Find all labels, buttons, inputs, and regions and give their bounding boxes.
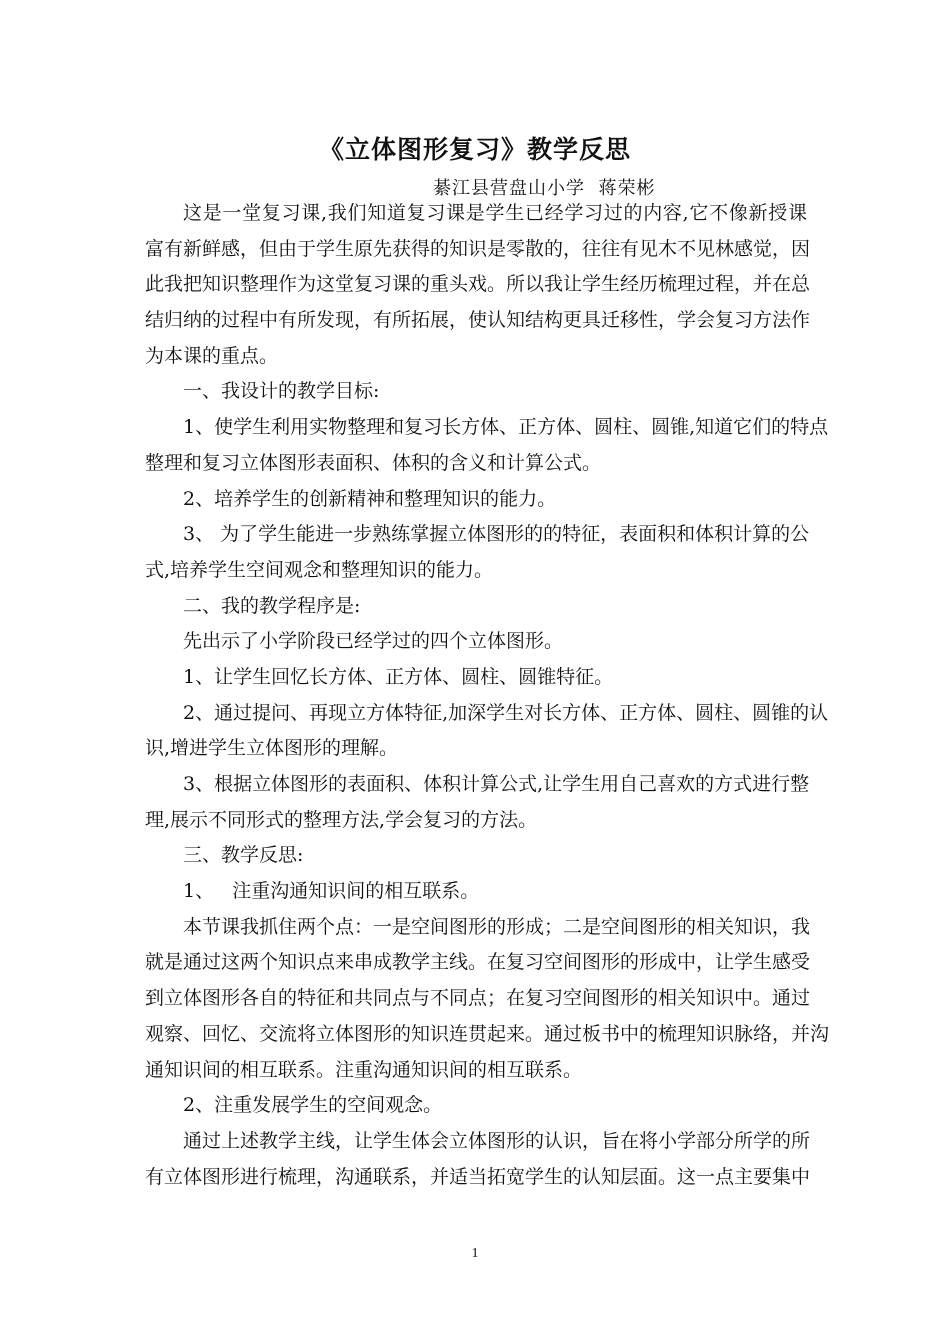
text-line: 就是通过这两个知识点来串成教学主线。在复习空间图形的形成中，让学生感受 <box>145 951 811 974</box>
text-line: 1、让学生回忆长方体、正方体、圆柱、圆锥特征。 <box>183 665 614 688</box>
text-line: 为本课的重点。 <box>145 344 279 367</box>
text-line: 式,培养学生空间观念和整理知识的能力。 <box>145 558 494 581</box>
text-line: 本节课我抓住两个点：一是空间图形的形成；二是空间图形的相关知识，我 <box>183 915 811 938</box>
text-line: 2、培养学生的创新精神和整理知识的能力。 <box>183 487 557 510</box>
text-line: 2、注重发展学生的空间观念。 <box>183 1094 443 1117</box>
text-line: 3、根据立体图形的表面积、体积计算公式,让学生用自己喜欢的方式进行整 <box>183 773 810 795</box>
text-line: 理,展示不同形式的整理方法,学会复习的方法。 <box>145 808 538 831</box>
document-title: 《立体图形复习》教学反思 <box>318 135 631 164</box>
text-line: 此我把知识整理作为这堂复习课的重头戏。所以我让学生经历梳理过程，并在总 <box>145 273 811 296</box>
text-line: 一、我设计的教学目标: <box>183 380 380 403</box>
text-line: 1、 注重沟通知识间的相互联系。 <box>183 880 480 903</box>
text-line: 1、使学生利用实物整理和复习长方体、正方体、圆柱、圆锥,知道它们的特点 <box>183 416 829 439</box>
text-line: 二、我的教学程序是: <box>183 594 361 617</box>
text-line: 2、通过提问、再现立方体特征,加深学生对长方体、正方体、圆柱、圆锥的认 <box>183 701 829 724</box>
text-line: 通知识间的相互联系。注重沟通知识间的相互联系。 <box>145 1058 583 1081</box>
text-line: 3、 为了学生能进一步熟练掌握立体图形的的特征，表面积和体积计算的公 <box>183 523 810 546</box>
text-line: 有立体图形进行梳理，沟通联系，并适当拓宽学生的认知层面。这一点主要集中 <box>145 1165 811 1188</box>
text-line: 识,增进学生立体图形的理解。 <box>145 737 399 760</box>
text-line: 到立体图形各自的特征和共同点与不同点；在复习空间图形的相关知识中。通过 <box>145 987 811 1010</box>
text-line: 三、教学反思: <box>183 844 304 867</box>
text-line: 先出示了小学阶段已经学过的四个立体图形。 <box>183 630 564 653</box>
text-line: 富有新鲜感，但由于学生原先获得的知识是零散的，往往有见木不见林感觉，因 <box>145 237 811 260</box>
text-line: 观察、回忆、交流将立体图形的知识连贯起来。通过板书中的梳理知识脉络，并沟 <box>145 1022 830 1045</box>
text-line: 这是一堂复习课,我们知道复习课是学生已经学习过的内容,它不像新授课 <box>183 202 807 224</box>
document-body <box>145 196 830 1195</box>
page-number: 1 <box>471 1246 479 1261</box>
document-author: 綦江县营盘山小学 蒋荣彬 <box>433 178 656 199</box>
text-line: 通过上述教学主线，让学生体会立体图形的认识，旨在将小学部分所学的所 <box>183 1129 811 1152</box>
text-line: 结归纳的过程中有所发现，有所拓展，使认知结构更具迁移性，学会复习方法作 <box>145 309 811 332</box>
text-line: 整理和复习立体图形表面积、体积的含义和计算公式。 <box>145 451 602 474</box>
